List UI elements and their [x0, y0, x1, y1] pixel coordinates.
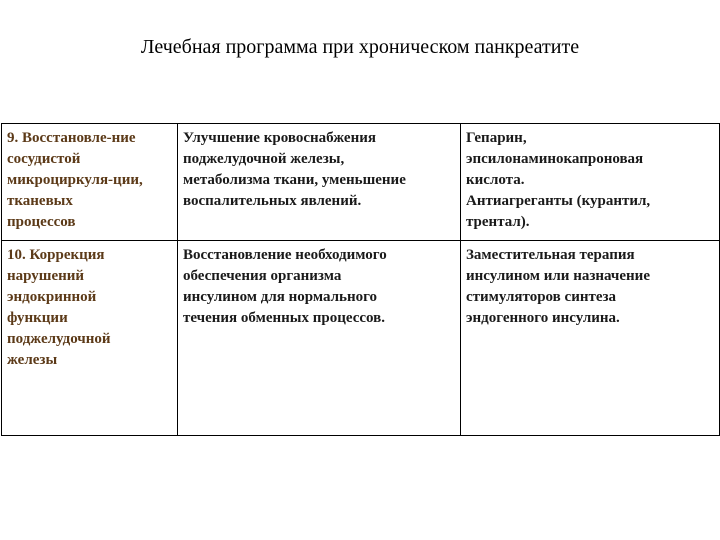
goal-cell: [178, 124, 461, 241]
treatment-table: [1, 123, 720, 436]
slide-title: Лечебная программа при хроническом панкреатите: [140, 36, 580, 58]
goal-text-line: течения обменных процессов.: [183, 310, 386, 326]
stage-text-line: микроциркуля-ции,: [7, 172, 143, 188]
stage-text-line: сосудистой: [7, 151, 81, 167]
stage-text-line: поджелудочной: [7, 331, 111, 347]
therapy-text-line: Гепарин,: [466, 130, 527, 146]
goal-text-line: Восстановление необходимого: [183, 247, 387, 263]
goal-text-line: метаболизма ткани, уменьшение: [183, 172, 406, 188]
therapy-text-line: стимуляторов синтеза: [466, 289, 617, 305]
stage-text-line: 9. Восстановле-ние: [7, 130, 136, 146]
stage-text-line: функции: [7, 310, 68, 326]
goal-text-line: Улучшение кровоснабжения: [183, 130, 376, 146]
stage-text-line: эндокринной: [7, 289, 97, 305]
goal-cell: [178, 241, 461, 436]
therapy-text-line: трентал).: [466, 214, 530, 230]
table-row-9: [2, 124, 720, 241]
stage-text-line: тканевых: [7, 193, 73, 209]
stage-cell: [2, 124, 178, 241]
therapy-text-line: инсулином или назначение: [466, 268, 650, 284]
table-row-10: [2, 241, 720, 436]
stage-text-line: процессов: [7, 214, 76, 230]
therapy-text-line: эпсилонаминокапроновая: [466, 151, 644, 167]
goal-text-line: обеспечения организма: [183, 268, 342, 284]
therapy-text-line: Антиагреганты (курантил,: [466, 193, 651, 209]
therapy-text-line: кислота.: [466, 172, 525, 188]
therapy-cell: [461, 241, 720, 436]
stage-text-line: железы: [7, 352, 58, 368]
therapy-cell: [461, 124, 720, 241]
stage-cell: [2, 241, 178, 436]
therapy-text-line: Заместительная терапия: [466, 247, 635, 263]
stage-text-line: 10. Коррекция: [7, 247, 105, 263]
stage-text-line: нарушений: [7, 268, 85, 284]
therapy-text-line: эндогенного инсулина.: [466, 310, 620, 326]
goal-text-line: инсулином для нормального: [183, 289, 378, 305]
goal-text-line: поджелудочной железы,: [183, 151, 345, 167]
goal-text-line: воспалительных явлений.: [183, 193, 362, 209]
